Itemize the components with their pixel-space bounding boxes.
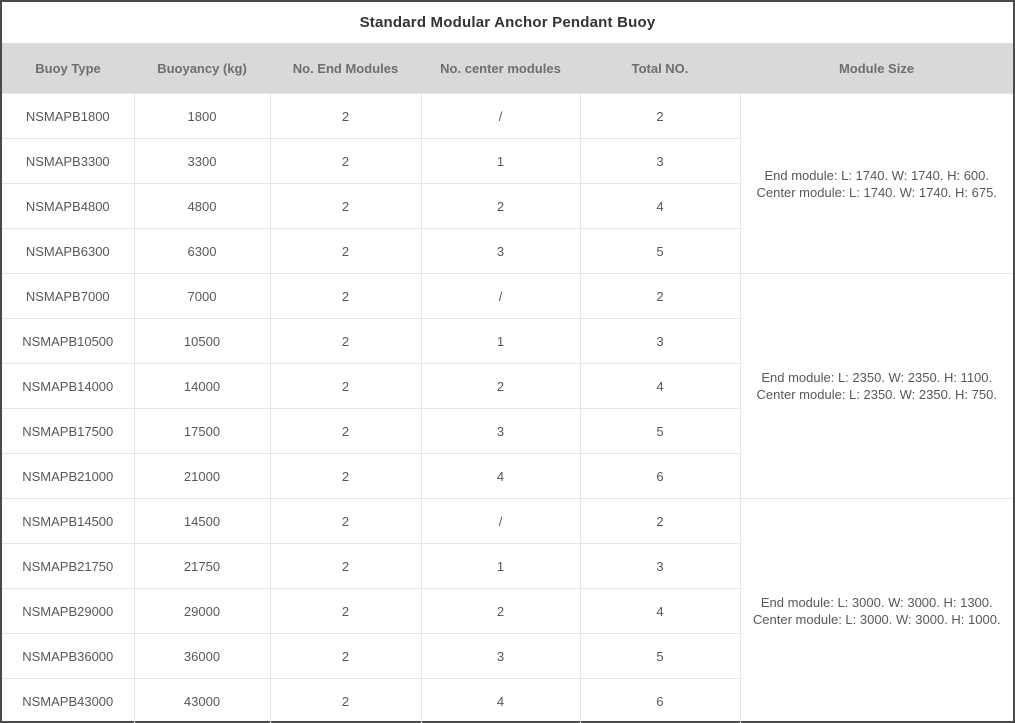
cell-end-modules: 2 bbox=[270, 229, 421, 274]
cell-center-modules: 1 bbox=[421, 139, 580, 184]
cell-end-modules: 2 bbox=[270, 499, 421, 544]
header-end-modules: No. End Modules bbox=[270, 43, 421, 94]
center-module-size: Center module: L: 3000. W: 3000. H: 1000. bbox=[752, 612, 1001, 627]
cell-buoy-type: NSMAPB21000 bbox=[2, 454, 134, 499]
cell-total-no: 3 bbox=[580, 139, 740, 184]
center-module-size: Center module: L: 2350. W: 2350. H: 750. bbox=[756, 387, 997, 402]
cell-buoy-type: NSMAPB43000 bbox=[2, 679, 134, 723]
cell-buoyancy: 1800 bbox=[134, 94, 270, 139]
table-row bbox=[2, 274, 1013, 319]
cell-buoyancy: 6300 bbox=[134, 229, 270, 274]
cell-buoyancy: 21750 bbox=[134, 544, 270, 589]
cell-total-no: 4 bbox=[580, 589, 740, 634]
table-body bbox=[2, 94, 1013, 723]
cell-end-modules: 2 bbox=[270, 319, 421, 364]
cell-total-no: 6 bbox=[580, 679, 740, 723]
end-module-size: End module: L: 3000. W: 3000. H: 1300. bbox=[760, 595, 993, 610]
cell-center-modules: 1 bbox=[421, 319, 580, 364]
cell-total-no: 3 bbox=[580, 319, 740, 364]
cell-total-no: 6 bbox=[580, 454, 740, 499]
header-total-no: Total NO. bbox=[580, 43, 740, 94]
cell-total-no: 2 bbox=[580, 274, 740, 319]
cell-total-no: 5 bbox=[580, 229, 740, 274]
cell-buoyancy: 10500 bbox=[134, 319, 270, 364]
cell-total-no: 5 bbox=[580, 409, 740, 454]
cell-buoy-type: NSMAPB17500 bbox=[2, 409, 134, 454]
cell-center-modules: / bbox=[421, 274, 580, 319]
cell-buoy-type: NSMAPB36000 bbox=[2, 634, 134, 679]
cell-center-modules: / bbox=[421, 499, 580, 544]
cell-buoyancy: 14500 bbox=[134, 499, 270, 544]
cell-buoy-type: NSMAPB21750 bbox=[2, 544, 134, 589]
cell-module-size bbox=[740, 499, 1013, 723]
cell-buoyancy: 43000 bbox=[134, 679, 270, 723]
cell-buoy-type: NSMAPB3300 bbox=[2, 139, 134, 184]
cell-buoy-type: NSMAPB14000 bbox=[2, 364, 134, 409]
cell-end-modules: 2 bbox=[270, 409, 421, 454]
cell-end-modules: 2 bbox=[270, 364, 421, 409]
cell-buoyancy: 14000 bbox=[134, 364, 270, 409]
header-buoyancy: Buoyancy (kg) bbox=[134, 43, 270, 94]
cell-end-modules: 2 bbox=[270, 184, 421, 229]
end-module-size: End module: L: 2350. W: 2350. H: 1100. bbox=[761, 370, 993, 385]
cell-center-modules: 1 bbox=[421, 544, 580, 589]
cell-end-modules: 2 bbox=[270, 454, 421, 499]
cell-buoy-type: NSMAPB6300 bbox=[2, 229, 134, 274]
cell-buoyancy: 21000 bbox=[134, 454, 270, 499]
cell-center-modules: 3 bbox=[421, 229, 580, 274]
cell-buoyancy: 29000 bbox=[134, 589, 270, 634]
cell-buoyancy: 7000 bbox=[134, 274, 270, 319]
cell-end-modules: 2 bbox=[270, 139, 421, 184]
cell-buoy-type: NSMAPB14500 bbox=[2, 499, 134, 544]
header-module-size: Module Size bbox=[740, 43, 1013, 94]
cell-buoy-type: NSMAPB7000 bbox=[2, 274, 134, 319]
cell-buoy-type: NSMAPB1800 bbox=[2, 94, 134, 139]
cell-end-modules: 2 bbox=[270, 679, 421, 723]
cell-end-modules: 2 bbox=[270, 274, 421, 319]
cell-buoyancy: 3300 bbox=[134, 139, 270, 184]
cell-end-modules: 2 bbox=[270, 589, 421, 634]
end-module-size: End module: L: 1740. W: 1740. H: 600. bbox=[764, 167, 990, 183]
cell-center-modules: 2 bbox=[421, 589, 580, 634]
cell-total-no: 4 bbox=[580, 364, 740, 409]
cell-center-modules: 3 bbox=[421, 409, 580, 454]
cell-end-modules: 2 bbox=[270, 634, 421, 679]
cell-buoy-type: NSMAPB10500 bbox=[2, 319, 134, 364]
table-title: Standard Modular Anchor Pendant Buoy bbox=[359, 14, 656, 31]
cell-buoy-type: NSMAPB29000 bbox=[2, 589, 134, 634]
cell-buoyancy: 36000 bbox=[134, 634, 270, 679]
header-row bbox=[2, 43, 1013, 94]
header-buoy-type: Buoy Type bbox=[2, 43, 134, 94]
cell-buoy-type: NSMAPB4800 bbox=[2, 184, 134, 229]
cell-center-modules: 4 bbox=[421, 454, 580, 499]
cell-buoyancy: 4800 bbox=[134, 184, 270, 229]
cell-module-size bbox=[740, 274, 1013, 499]
cell-center-modules: 4 bbox=[421, 679, 580, 723]
cell-total-no: 3 bbox=[580, 544, 740, 589]
cell-buoyancy: 17500 bbox=[134, 409, 270, 454]
cell-end-modules: 2 bbox=[270, 544, 421, 589]
buoy-spec-table bbox=[2, 43, 1013, 723]
header-center-modules: No. center modules bbox=[421, 43, 580, 94]
cell-total-no: 4 bbox=[580, 184, 740, 229]
cell-center-modules: 3 bbox=[421, 634, 580, 679]
center-module-size: Center module: L: 1740. W: 1740. H: 675. bbox=[756, 184, 997, 200]
cell-center-modules: 2 bbox=[421, 364, 580, 409]
cell-total-no: 2 bbox=[580, 94, 740, 139]
cell-total-no: 2 bbox=[580, 499, 740, 544]
cell-module-size bbox=[740, 94, 1013, 274]
cell-center-modules: / bbox=[421, 94, 580, 139]
table-row bbox=[2, 94, 1013, 139]
cell-total-no: 5 bbox=[580, 634, 740, 679]
table-header bbox=[2, 43, 1013, 94]
table-row bbox=[2, 499, 1013, 544]
cell-end-modules: 2 bbox=[270, 94, 421, 139]
cell-center-modules: 2 bbox=[421, 184, 580, 229]
